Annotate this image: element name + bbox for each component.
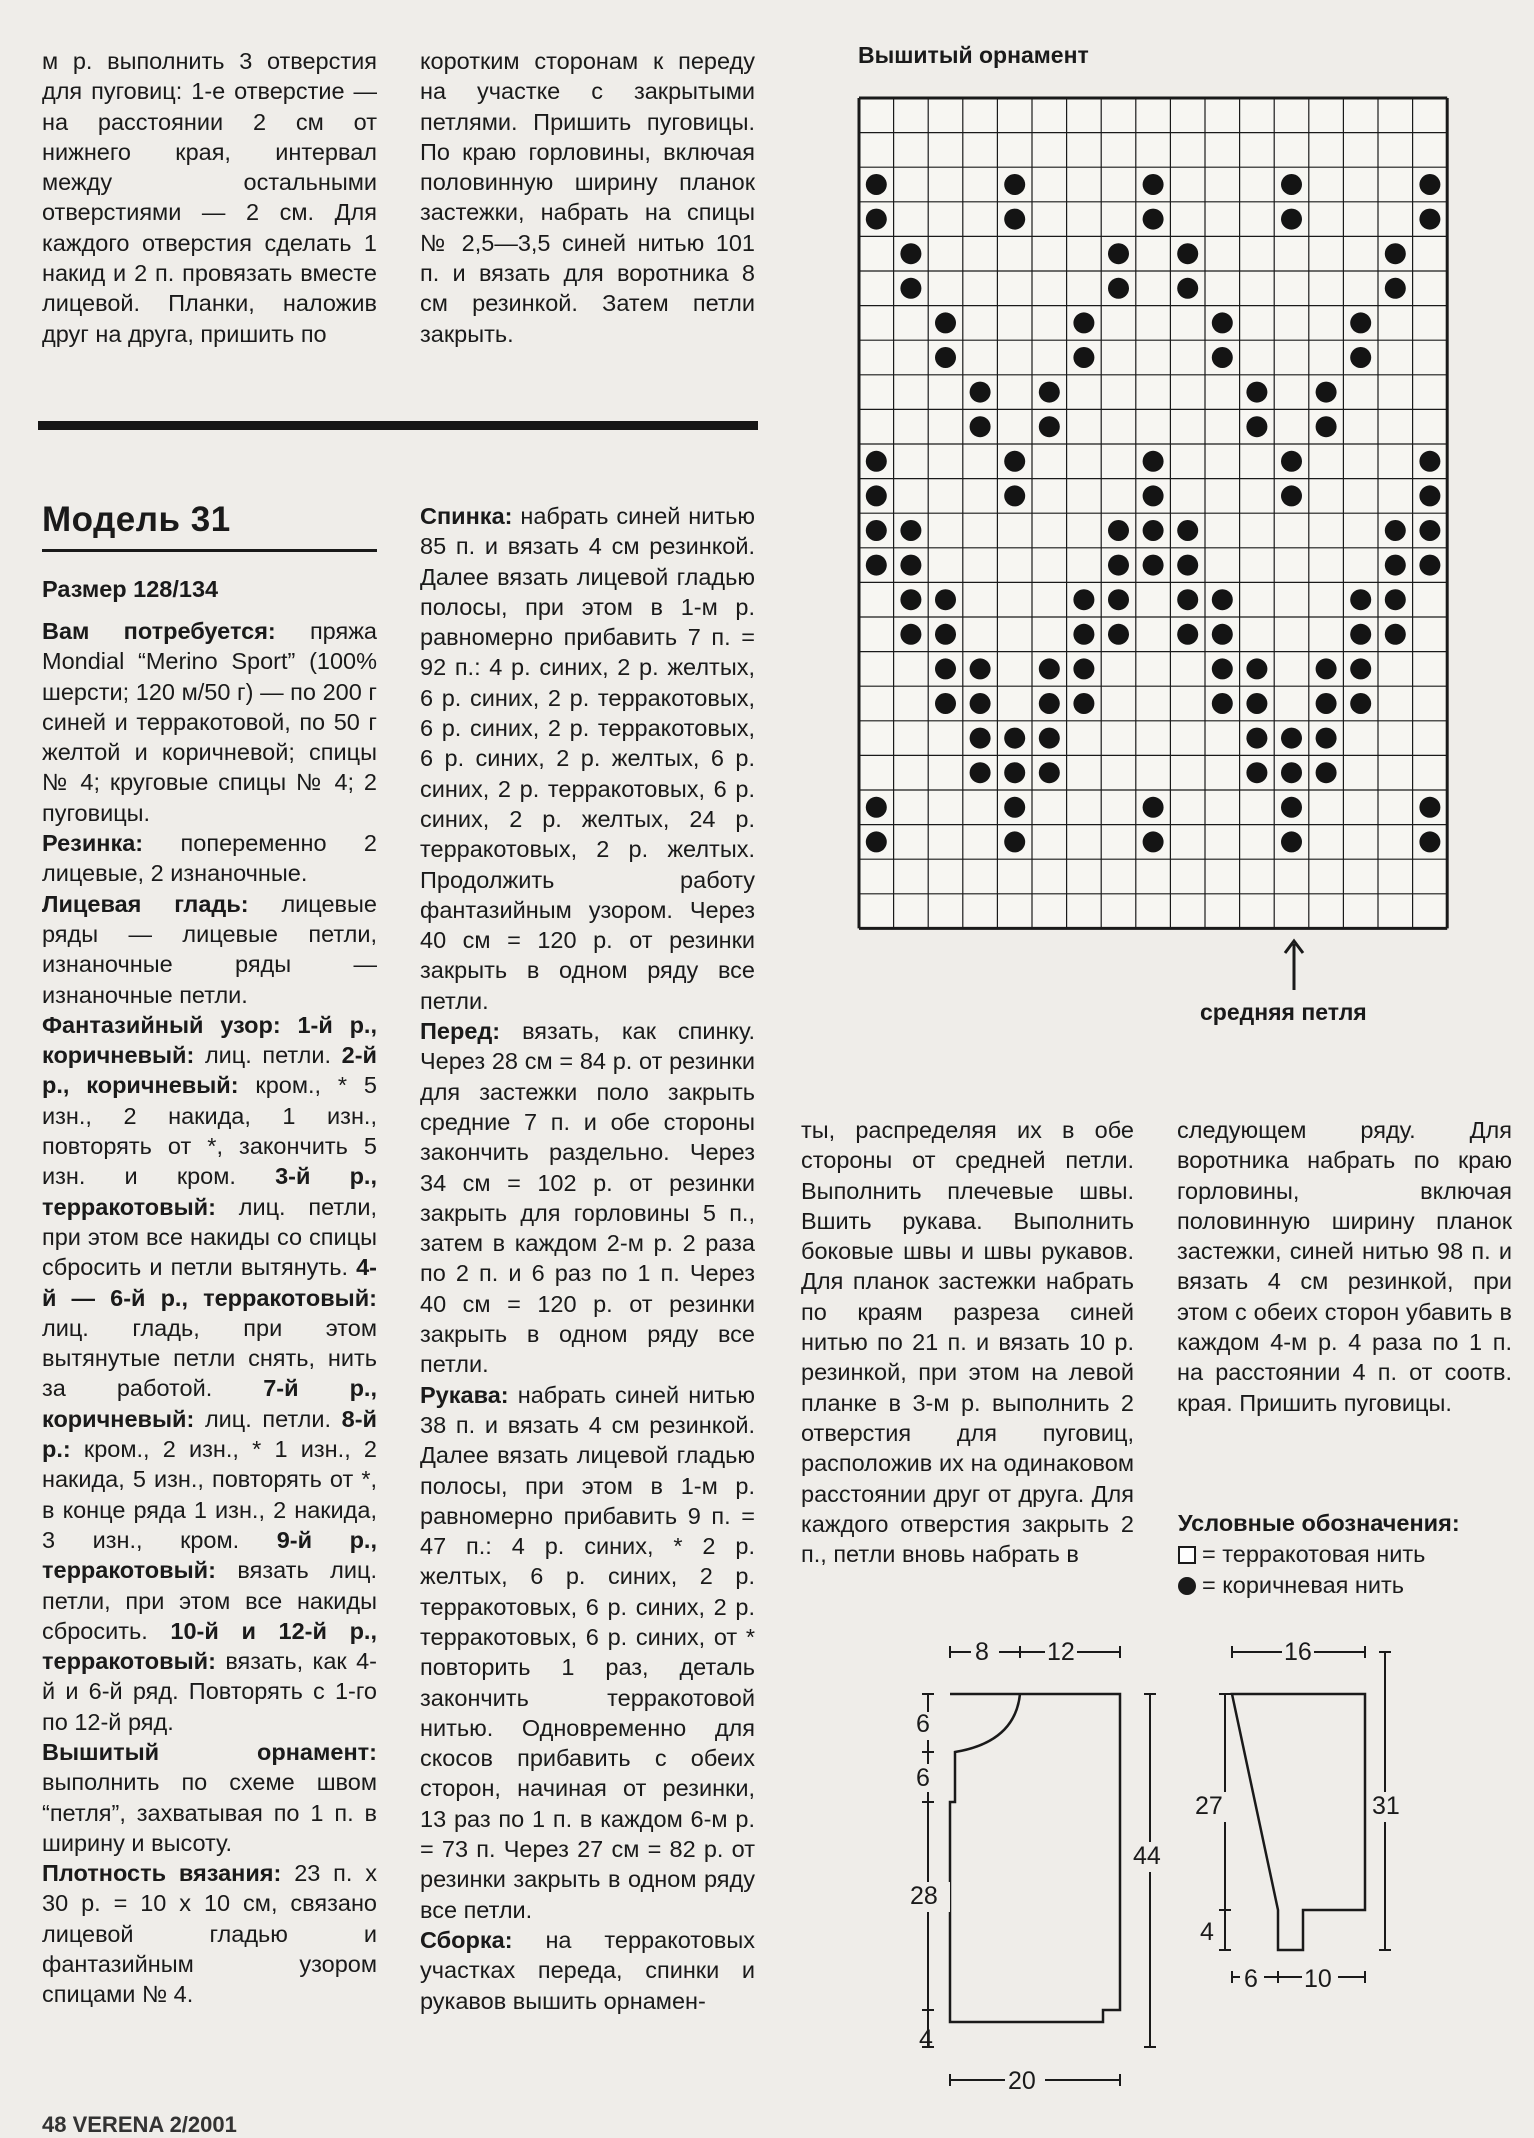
- stitch-dot: [1212, 624, 1233, 645]
- text-run: лиц. петли, при этом все накиды со спицы сбросить и петли вытянуть.: [42, 1193, 377, 1281]
- stitch-dot: [866, 485, 887, 506]
- stitch-dot: [1039, 728, 1060, 749]
- stitch-dot: [900, 624, 921, 645]
- stitch-dot: [1385, 624, 1406, 645]
- stitch-dot: [1316, 382, 1337, 403]
- stitch-dot: [866, 831, 887, 852]
- dimension-label: 10: [1304, 1965, 1332, 1993]
- stitch-dot: [1281, 831, 1302, 852]
- stitch-dot: [1143, 520, 1164, 541]
- stitch-dot: [1385, 555, 1406, 576]
- stockinette-paragraph: [42, 889, 377, 1010]
- embroidery-text: выполнить по схеме швом “петля”, захватывая по 1 п. в ширину и высоту.: [42, 1769, 377, 1856]
- stitch-dot: [1281, 762, 1302, 783]
- text-run: вязать лиц. петли, при этом все накиды сбросить.: [42, 1557, 377, 1644]
- stitch-dot: [1143, 485, 1164, 506]
- stitch-dot: [900, 520, 921, 541]
- stitch-dot: [1073, 658, 1094, 679]
- paragraph: ты, распределяя их в обе стороны от средней петли. Выполнить плечевые швы. Вшить рукава. Выполнить боковые швы и швы рукавов. Для планок застежки набрать по краям разреза синей нитью по 21 п. и вязать 10 р. резинкой, при этом на левой планке в 3-м р. выполнить 2 отверстия для пуговиц, расположив их на одинаковом расстоянии друг от друга. Для каждого отверстия закрыть 2 п., петли вновь набрать в: [801, 1117, 1134, 1568]
- text-column-a-top: [42, 46, 377, 349]
- stitch-dot: [1143, 831, 1164, 852]
- stitch-dot: [1143, 555, 1164, 576]
- materials-text: пряжа Mondial “Merino Sport” (100% шерсти; 120 м/50 г) — по 200 г синей и терракотовой, по 50 г желтой и коричневой; спицы № 4; круговые спицы № 4; 2 пуговицы.: [42, 618, 377, 826]
- text-run: лиц. петли.: [194, 1405, 342, 1432]
- model-title: Модель 31: [42, 500, 231, 539]
- text-column-a: [42, 616, 377, 2010]
- materials-paragraph: [42, 616, 377, 828]
- stitch-dot: [1246, 693, 1267, 714]
- chart-title: Вышитый орнамент: [858, 42, 1089, 68]
- stitch-dot: [1073, 624, 1094, 645]
- sleeves-paragraph: [420, 1380, 755, 1925]
- stitch-dot: [1246, 728, 1267, 749]
- rib-text: попеременно 2 лицевые, 2 изнаночные.: [42, 830, 377, 887]
- text-column-b-top: [420, 46, 755, 349]
- stitch-dot: [1246, 658, 1267, 679]
- stitch-dot: [1350, 624, 1371, 645]
- stitch-dot: [1246, 762, 1267, 783]
- bold-run: 10-й и 12-й р., терракотовый:: [42, 1617, 377, 1675]
- bold-run: Фантазийный узор: 1-й р., коричневый:: [42, 1011, 377, 1069]
- stitch-dot: [1177, 555, 1198, 576]
- stitch-dot: [1073, 589, 1094, 610]
- stitch-dot: [1039, 416, 1060, 437]
- stitch-dot: [1385, 278, 1406, 299]
- up-arrow-icon: [1282, 938, 1306, 992]
- text-run: лиц. гладь, при этом вытянутые петли снять, нить за работой.: [42, 1314, 377, 1402]
- stitch-dot: [866, 209, 887, 230]
- section-divider: [38, 421, 758, 430]
- stitch-dot: [1039, 693, 1060, 714]
- stitch-dot: [1004, 451, 1025, 472]
- back-text: набрать синей нитью 85 п. и вязать 4 см резинкой. Далее вязать лицевой гладью полосы, при этом в 1-м р. равномерно прибавить 7 п. = 92 п.: 4 р. синих, 2 р. желтых, 6 р. синих, 2 р. терракотовых, 6 р. синих, 2 р. терракотовых, 6 р. синих, 2 р. желтых, 6 р. синих, 2 р. терракотовых, 6 р. синих, 2 р. желтых, 24 р. терракотовых, 2 р. желтых. Продолжить работу фантазийным узором. Через 40 см = 120 р. от резинки закрыть в одном ряду все петли.: [420, 503, 755, 1014]
- text-run: вязать, как 4-й и 6-й ряд. Повторять с 1-го по 12-й ряд.: [42, 1648, 377, 1735]
- sleeves-text: набрать синей нитью 38 п. и вязать 4 см резинкой. Далее вязать лицевой гладью полосы, при этом в 1-м р. равномерно прибавить 9 п. = 47 п.: 4 р. синих, * 2 р. желтых, 6 р. синих, 2 р. терракотовых, 6 р. синих, 2 р. терракотовых, 6 р. синих, от * повторить 1 раз, деталь закончить терракотовой нитью. Одновременно для скосов прибавить с обеих сторон, начиная от резинки, 13 раз по 1 п. в каждом 6-м р. = 73 п. Через 27 см = 82 р. от резинки закрыть в одном ряду все петли.: [420, 1381, 755, 1923]
- stitch-dot: [1385, 520, 1406, 541]
- embroidery-paragraph: [42, 1737, 377, 1858]
- front-text: вязать, как спинку. Через 28 см = 84 р. от резинки для застежки поло закрыть средние 7 п. и обе стороны закончить раздельно. Через 34 см = 102 р. от резинки закрыть для горловины 5 п., затем в каждом 2-м р. 2 раза по 2 п. и 6 раз по 1 п. Через 40 см = 120 р. от резинки закрыть в одном ряду все петли.: [420, 1018, 755, 1378]
- bold-run: 8-й р.:: [42, 1405, 377, 1463]
- paragraph: коротким сторонам к переду на участке с закрытыми петлями. Пришить пуговицы. По краю горловины, включая половинную ширину планок застежки, набрать на спицы № 2,5—3,5 синей нитью 101 п. и вязать для воротника 8 см резинкой. Затем петли закрыть.: [420, 48, 755, 347]
- stitch-dot: [1316, 416, 1337, 437]
- dimension-label: 44: [1133, 1842, 1161, 1870]
- stitch-dot: [1073, 347, 1094, 368]
- stitch-dot: [970, 728, 991, 749]
- stitch-dot: [1419, 555, 1440, 576]
- stockinette-text: лицевые ряды — лицевые петли, изнаночные ряды — изнаночные петли.: [42, 890, 377, 1008]
- dimension-label: 27: [1195, 1792, 1223, 1820]
- stitch-dot: [1004, 762, 1025, 783]
- stitch-dot: [1108, 520, 1129, 541]
- stitch-dot: [1281, 209, 1302, 230]
- embroidery-chart: [857, 96, 1449, 934]
- stitch-dot: [970, 658, 991, 679]
- stitch-dot: [1004, 174, 1025, 195]
- stitch-dot: [1212, 693, 1233, 714]
- stitch-dot: [866, 797, 887, 818]
- stitch-dot: [1143, 209, 1164, 230]
- stitch-dot: [900, 243, 921, 264]
- stitch-dot: [1281, 728, 1302, 749]
- legend-text: = терракотовая нить: [1202, 1541, 1426, 1567]
- stitch-dot: [1143, 174, 1164, 195]
- stitch-dot: [970, 416, 991, 437]
- dimension-label: 4: [1200, 1918, 1214, 1946]
- stitch-dot: [1281, 451, 1302, 472]
- stitch-dot: [1350, 693, 1371, 714]
- stitch-dot: [1419, 831, 1440, 852]
- dimension-label: 6: [916, 1710, 930, 1738]
- stitch-dot: [1073, 312, 1094, 333]
- stitch-dot: [1177, 278, 1198, 299]
- front-paragraph: [420, 1016, 755, 1380]
- stitch-dot: [1316, 728, 1337, 749]
- fancy-pattern-paragraph: [42, 1010, 377, 1737]
- stitch-dot: [935, 693, 956, 714]
- page-footer: 48 VERENA 2/2001: [42, 2112, 237, 2137]
- stitch-dot: [1143, 797, 1164, 818]
- stitch-dot: [1177, 243, 1198, 264]
- back-paragraph: [420, 501, 755, 1016]
- bold-run: 3-й р., терракотовый:: [42, 1163, 377, 1220]
- gauge-heading: Плотность вязания:: [42, 1860, 282, 1887]
- paragraph: м р. выполнить 3 отверстия для пуговиц: 1-е отверстие — на расстоянии 2 см от нижнего края, интервал между остальными отверстиями — 2 см. Для каждого отверстия сделать 1 накид и 2 п. провязать вместе лицевой. Планки, наложив друг на друга, пришить по: [42, 48, 377, 347]
- stitch-dot: [1385, 589, 1406, 610]
- dimension-label: 20: [1008, 2067, 1036, 2095]
- legend-text: = коричневая нить: [1202, 1572, 1405, 1598]
- stitch-dot: [866, 451, 887, 472]
- stitch-dot: [1108, 589, 1129, 610]
- stitch-dot: [1385, 243, 1406, 264]
- square-icon: [1178, 1546, 1196, 1564]
- rib-paragraph: [42, 828, 377, 889]
- stitch-dot: [866, 174, 887, 195]
- stitch-dot: [1143, 451, 1164, 472]
- gauge-paragraph: [42, 1858, 377, 2009]
- legend-title: Условные обозначения:: [1178, 1510, 1460, 1536]
- bold-run: 9-й р., терракотовый:: [42, 1526, 377, 1584]
- stitch-dot: [1004, 485, 1025, 506]
- stitch-dot: [935, 312, 956, 333]
- paragraph: следующем ряду. Для воротника набрать по краю горловины, включая половинную ширину планок застежки, синей нитью 98 п. и вязать 4 см резинкой, при этом с обеих сторон убавить в каждом 4-м р. 4 раза по 1 п. на расстоянии 4 п. от соотв. края. Пришить пуговицы.: [1177, 1117, 1512, 1416]
- stitch-dot: [1108, 555, 1129, 576]
- sleeves-heading: Рукава:: [420, 1381, 509, 1408]
- text-run: кром., * 5 изн., 2 накида, 1 изн., повторять от *, закончить 5 изн. и кром.: [42, 1072, 377, 1190]
- text-column-c: [801, 1115, 1134, 1569]
- stitch-dot: [1039, 762, 1060, 783]
- stitch-dot: [1004, 831, 1025, 852]
- stitch-dot: [866, 555, 887, 576]
- stitch-dot: [935, 347, 956, 368]
- stitch-dot: [935, 624, 956, 645]
- bold-run: 2-й р., коричневый:: [42, 1042, 377, 1099]
- embroidery-heading: Вышитый орнамент:: [42, 1738, 377, 1765]
- stitch-dot: [1281, 485, 1302, 506]
- stitch-dot: [866, 520, 887, 541]
- stitch-dot: [1419, 209, 1440, 230]
- front-heading: Перед:: [420, 1018, 501, 1045]
- stitch-dot: [1039, 382, 1060, 403]
- dimension-label: 8: [975, 1642, 989, 1666]
- size-label: Размер 128/134: [42, 576, 219, 602]
- stitch-dot: [900, 589, 921, 610]
- stitch-dot: [1350, 312, 1371, 333]
- dimension-label: 6: [1244, 1965, 1258, 1993]
- stitch-dot: [1039, 658, 1060, 679]
- stitch-dot: [1350, 589, 1371, 610]
- title-underline: [42, 549, 377, 552]
- stitch-dot: [1108, 278, 1129, 299]
- back-heading: Спинка:: [420, 503, 513, 529]
- text-column-d: [1177, 1115, 1512, 1418]
- middle-stitch-label: средняя петля: [1200, 999, 1367, 1025]
- assembly-paragraph: [420, 1925, 755, 2016]
- stitch-dot: [935, 658, 956, 679]
- text-column-b: [420, 501, 755, 2016]
- stitch-dot: [1004, 728, 1025, 749]
- dot-icon: [1178, 1577, 1196, 1595]
- stitch-dot: [900, 278, 921, 299]
- stitch-dot: [1419, 451, 1440, 472]
- legend-item-brown: [1178, 1572, 1404, 1599]
- stitch-dot: [1419, 174, 1440, 195]
- stitch-dot: [1212, 312, 1233, 333]
- stitch-dot: [1246, 416, 1267, 437]
- stitch-dot: [970, 693, 991, 714]
- stitch-dot: [1212, 658, 1233, 679]
- stitch-dot: [1419, 797, 1440, 818]
- stitch-dot: [1108, 624, 1129, 645]
- stitch-dot: [1316, 658, 1337, 679]
- stitch-dot: [1350, 347, 1371, 368]
- stockinette-heading: Лицевая гладь:: [42, 890, 249, 917]
- sleeve-pattern-schematic: [1170, 1642, 1430, 2002]
- stitch-dot: [1212, 347, 1233, 368]
- assembly-heading: Сборка:: [420, 1926, 513, 1953]
- dimension-label: 31: [1372, 1792, 1400, 1820]
- stitch-dot: [970, 382, 991, 403]
- text-run: кром., 2 изн., * 1 изн., 2 накида, 5 изн., повторять от *, в конце ряда 1 изн., 2 накида, 3 изн., кром.: [42, 1436, 377, 1553]
- stitch-dot: [1004, 209, 1025, 230]
- dimension-label: 28: [910, 1882, 938, 1910]
- stitch-dot: [900, 555, 921, 576]
- bold-run: 4-й — 6-й р., терракотовый:: [42, 1254, 377, 1311]
- stitch-dot: [1108, 243, 1129, 264]
- stitch-dot: [1177, 589, 1198, 610]
- gauge-text: 23 п. х 30 р. = 10 х 10 см, связано лицевой гладью и фантазийным узором спицами № 4.: [42, 1860, 377, 2008]
- stitch-dot: [1316, 762, 1337, 783]
- stitch-dot: [1419, 520, 1440, 541]
- stitch-dot: [1073, 693, 1094, 714]
- stitch-dot: [1212, 589, 1233, 610]
- stitch-dot: [1004, 797, 1025, 818]
- dimension-label: 12: [1047, 1642, 1075, 1666]
- stitch-dot: [970, 762, 991, 783]
- dimension-label: 16: [1284, 1642, 1312, 1666]
- materials-heading: Вам потребуется:: [42, 618, 276, 644]
- stitch-dot: [1281, 174, 1302, 195]
- stitch-dot: [1281, 797, 1302, 818]
- stitch-dot: [1316, 693, 1337, 714]
- assembly-text: на терракотовых участках переда, спинки и рукавов вышить орнамен-: [420, 1926, 755, 2014]
- dimension-label: 4: [919, 2025, 933, 2053]
- stitch-dot: [1419, 485, 1440, 506]
- text-run: лиц. петли.: [194, 1042, 342, 1069]
- rib-heading: Резинка:: [42, 830, 144, 857]
- stitch-dot: [1177, 520, 1198, 541]
- front-pattern-schematic: [905, 1642, 1175, 2102]
- dimension-label: 6: [916, 1764, 930, 1792]
- stitch-dot: [1246, 382, 1267, 403]
- stitch-dot: [1177, 624, 1198, 645]
- stitch-dot: [1350, 658, 1371, 679]
- legend-item-terracotta: [1178, 1541, 1425, 1568]
- stitch-dot: [935, 589, 956, 610]
- bold-run: 7-й р., коричневый:: [42, 1375, 377, 1432]
